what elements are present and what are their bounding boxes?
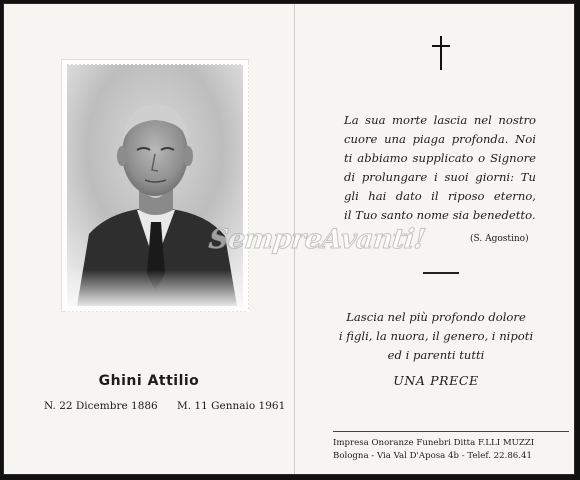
poem-line: gli hai dato il riposo eterno, [344, 189, 536, 203]
birth-date: N. 22 Dicembre 1886 [44, 400, 158, 412]
poem-line: il Tuo santo nome sia benedetto. [344, 208, 536, 222]
poem-line: di prolungare i suoi giorni: Tu [344, 170, 536, 184]
portrait-frame [61, 59, 249, 312]
deceased-name: Ghini Attilio [98, 373, 200, 389]
dedication-line: i figli, la nuora, il genero, i nipoti [338, 329, 534, 343]
footer-line: Bologna - Via Val D'Aposa 4b - Telef. 22.86.41 [333, 451, 532, 461]
poem-source: (S. Agostino) [470, 234, 529, 244]
section-divider [423, 272, 459, 274]
poem-line: cuore una piaga profonda. Noi [344, 132, 536, 146]
footer-rule [333, 431, 569, 432]
poem-line: ti abbiamo supplicato o Signore [344, 151, 536, 165]
latin-cross-icon [430, 35, 452, 71]
memorial-card [3, 3, 575, 475]
funeral-home-footer [333, 437, 569, 463]
dedication-text [294, 308, 578, 365]
poem-line: La sua morte lascia nel nostro [344, 113, 536, 127]
footer-line: Impresa Onoranze Funebri Ditta F.LLI MUZZI [333, 438, 535, 448]
watermark: SempreAvanti! [207, 224, 427, 255]
death-date: M. 11 Gennaio 1961 [177, 400, 286, 412]
deckle-edge-border [62, 60, 250, 313]
poem-text [344, 111, 536, 225]
dedication-line: ed i parenti tutti [387, 348, 485, 362]
dedication-line: Lascia nel più profondo dolore [346, 310, 526, 324]
prayer-line: UNA PRECE [393, 373, 479, 388]
